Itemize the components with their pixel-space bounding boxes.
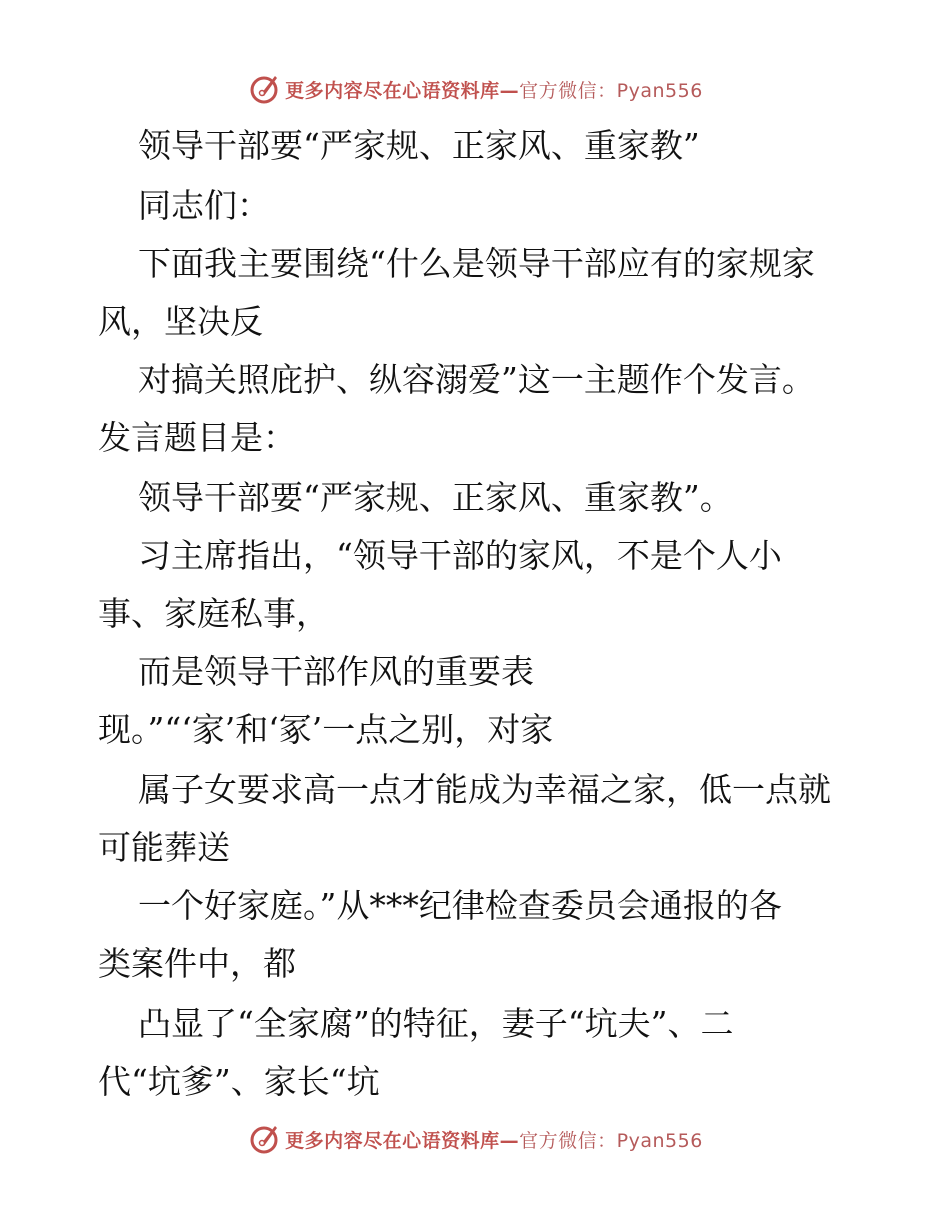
doc-line: 凸显了“全家腐”的特征，妻子“坑夫”、二 <box>138 1004 734 1043</box>
doc-line: 习主席指出，“领导干部的家风，不是个人小 <box>138 536 782 575</box>
doc-line: 事、家庭私事， <box>98 594 329 633</box>
doc-line: 同志们： <box>138 186 270 225</box>
quill-circle-icon <box>247 1122 281 1156</box>
doc-line: 风，坚决反 <box>98 302 263 341</box>
doc-line: 下面我主要围绕“什么是领导干部应有的家规家 <box>138 244 815 283</box>
doc-line: 代“坑爹”、家长“坑 <box>98 1062 380 1101</box>
doc-line: 发言题目是： <box>98 418 296 457</box>
doc-title: 领导干部要“严家规、正家风、重家教” <box>138 126 700 165</box>
doc-line: 领导干部要“严家规、正家风、重家教”。 <box>138 478 733 517</box>
doc-line: 类案件中，都 <box>98 944 296 983</box>
doc-line: 对搞关照庇护、纵容溺爱”这一主题作个发言。 <box>138 360 815 399</box>
header-banner <box>0 72 950 106</box>
banner-text: 更多内容尽在心语资料库—官方微信：Pyan556 <box>285 1129 703 1152</box>
quill-circle-icon <box>247 72 281 106</box>
doc-line: 可能葬送 <box>98 828 230 867</box>
doc-line: 而是领导干部作风的重要表 <box>138 652 534 691</box>
doc-line: 一个好家庭。”从***纪律检查委员会通报的各 <box>138 886 782 925</box>
banner-text: 更多内容尽在心语资料库—官方微信：Pyan556 <box>285 79 703 102</box>
doc-line: 属子女要求高一点才能成为幸福之家，低一点就 <box>138 770 831 809</box>
doc-line: 现。”“‘家’和‘冢’一点之别，对家 <box>98 710 554 749</box>
footer-banner <box>0 1122 950 1156</box>
